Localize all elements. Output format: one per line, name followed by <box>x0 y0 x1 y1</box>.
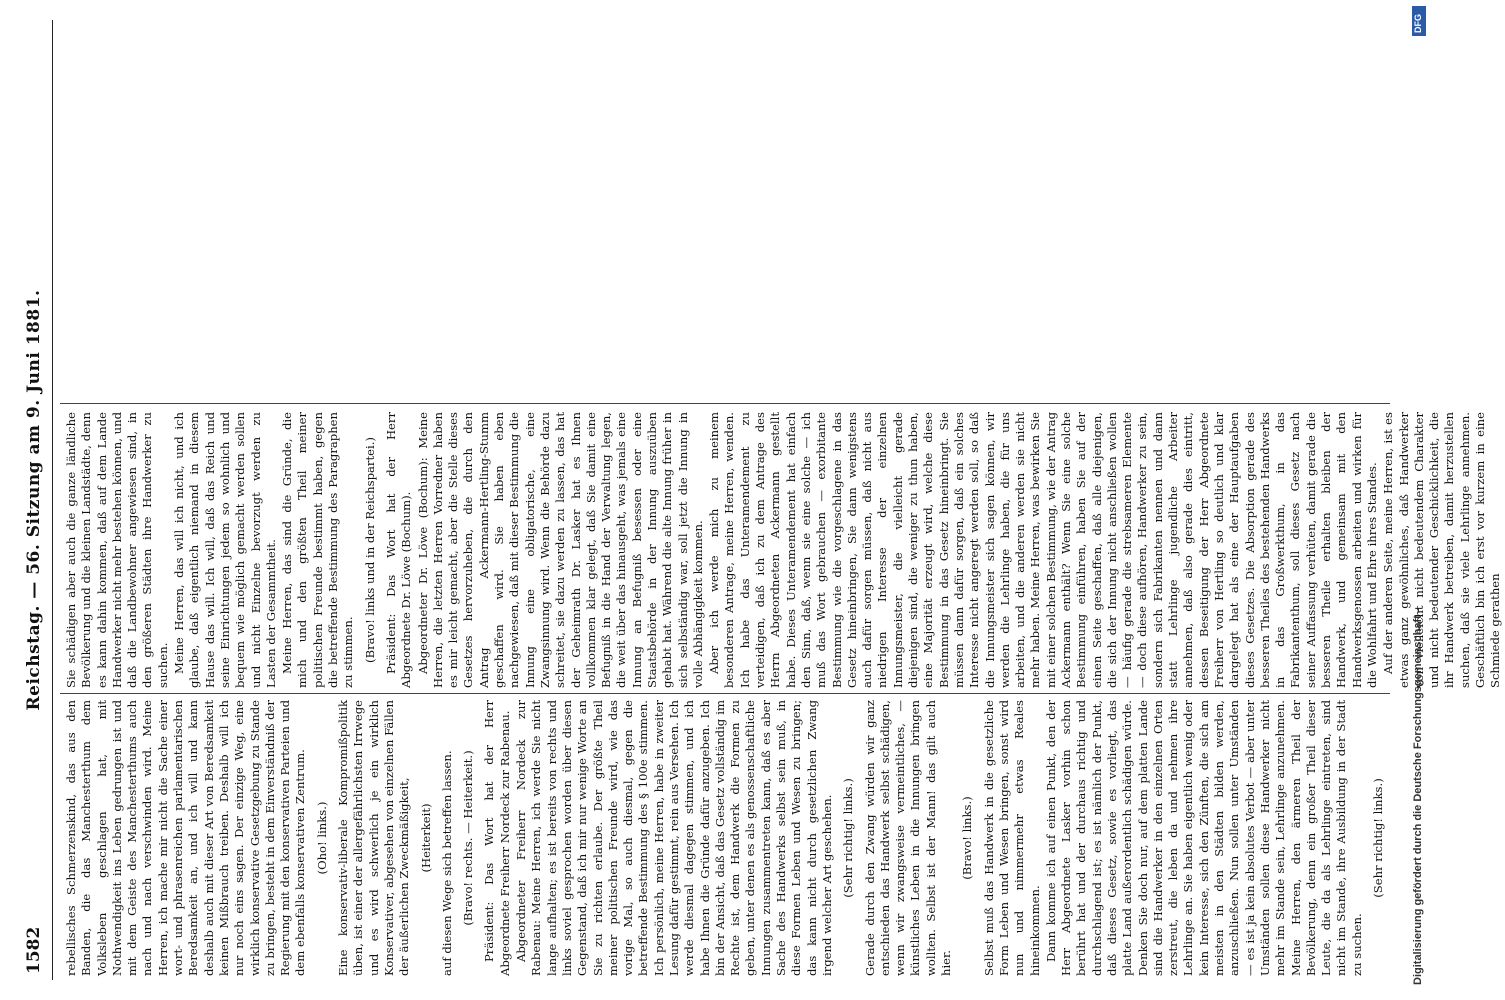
paragraph: Abgeordneter Dr. Löwe (Bochum): Meine Herren, die letzten Herren Vorredner haben es mir leicht gemacht, aber die Stelle dieses Gesetzes hervorzuheben, die durch den Antrag Ackermann-Hertling-Stumm geschaffen wird. Sie haben eben nachgewiesen, daß mit dieser Bestimmung die Innung eine obligatorische, eine Zwangsinnung wird. Wenn die Behörde dazu schreitet, sie dazu werden zu lassen, das hat der Geheimrath Dr. Lasker hat es Ihnen vollkommen klar gelegt, daß Sie damit eine Befugniß in die Hand der Verwaltung legen, die weit über das hinausgeht, was jemals eine Innung an Befugniß besessen oder eine Staatsbehörde in der Innung auszuüben gehabt hat. Während die alte Innung früher in sich selbständig war, soll jetzt die Innung in volle Abhängigkeit kommen. <box>415 412 705 688</box>
interjection: (Bravo! links und in der Reichspartei.) <box>362 437 377 663</box>
paragraph: Sie schädigen aber auch die ganze ländliche Bevölkerung und die kleinen Landstädte, denn es kann dahin kommen, daß auf dem Lande Handwerker nicht mehr bestehen können, und daß die Landbewohner angewiesen sind, in den größeren Städten ihre Handwerker zu suchen. <box>64 412 170 688</box>
interjection: (Sehr richtig! links.) <box>1371 778 1386 898</box>
column-divider <box>60 403 1390 404</box>
interjection: (Bravo! links.) <box>960 796 975 880</box>
speaker-paragraph: Präsident: Das Wort hat der Herr Abgeordnete Dr. Löwe (Bochum). <box>383 412 414 688</box>
paragraph: Dann komme ich auf einen Punkt, den der Herr Abgeordnete Lasker vorhin schon berührt hat und der durchaus richtig und durchschlagend ist; es ist nämlich der Punkt, daß dieses Gesetz, sowie es vorliegt, das platte Land außerordentlich schädigen würde. Denken Sie doch nur, auf dem platten Lande sind die Handwerker in den einzelnen Orten zerstreut, die leben da und nehmen ihre Lehrlinge an. Sie haben eigentlich wenig oder kein Interesse, sich den Zünften, die sich am meisten in den Städten bilden werden, anzuschließen. Nun sollen unter Umständen — es ist ja kein absolutes Verbot — aber unter Umständen sollen diese Handwerker nicht mehr im Stande sein, Lehrlinge anzunehmen. Meine Herren, den ärmeren Theil der Bevölkerung, denn ein großer Theil dieser Leute, die da als Lehrlinge eintreten, sind nicht im Stande, ihre Ausbildung in der Stadt zu suchen. <box>1043 700 1364 976</box>
paragraph: Auf der anderen Seite, meine Herren, ist es etwas ganz gewöhnliches, daß Handwerker von vielleicht nicht bedeutendem Charakter und nicht bedeutender Geschicklichkeit, die ihr Handwerk betreiben, damit herzustellen suchen, daß sie viele Lehrlinge annehmen. Geschäftlich bin ich erst vor kurzem in eine Schmiede gerathen <box>1381 412 1503 688</box>
page-number: 1582 <box>24 926 44 974</box>
paragraph: Meine Herren, das will ich nicht, und ich glaube, daß eigentlich niemand in diesem Hause das will. Ich will, daß das Reich und seine Einrichtungen jedem so wohnlich und bequem wie möglich gemacht werden sollen und nicht Einzelne bevorzugt werden zu Lasten der Gesammtheit. <box>172 412 278 688</box>
column-divider <box>60 693 1390 694</box>
paragraph: Aber ich werde mich zu meinem besonderen Antrage, meine Herren, wenden. Ich habe das Unteramendement zu verteidigen, daß ich zu dem Antrage des Herrn Abgeordneten Ackermann gestellt habe. Dieses Unteramendement hat einfach den Sinn, daß, wenn sie eine solche — ich muß das Wort gebrauchen — exorbitante Bestimmung wie die vorgeschlagene in das Gesetz hineinbringen, Sie dann wenigstens auch dafür sorgen müssen, daß nicht aus niedrigen Interesse der einzelnen Innungsmeister, die vielleicht gerade diejenigen sind, die weniger zu thun haben, eine Majorität erzeugt wird, welche diese Bestimmung in das Gesetz hineinbringt. Sie müssen dann dafür sorgen, daß ein solches Interesse nicht angeregt werden soll, so daß die Innungsmeister sich sagen können, wir werden die Lehrlinge haben, die für uns arbeiten, und die anderen werden sie nicht mehr haben. Meine Herren, was bewirken Sie mit einer solchen Bestimmung, wie der Antrag Ackermann enthält? Wenn Sie eine solche Bestimmung einführen, haben Sie auf der einen Seite geschaffen, daß alle diejenigen, die sich der Innung nicht anschließen wollen — häufig gerade die strebsameren Elemente — doch diese aufhören, Handwerker zu sein, sondern sich Fabrikanten nennen und dann statt Lehrlinge jugendliche Arbeiter annehmen, daß also gerade dies eintritt, dessen Beseitigung der Herr Abgeordnete Freiherr von Hertling so deutlich und klar dargelegt hat als eine der Hauptaufgaben dieses Gesetzes. Die Absorption gerade des besseren Theiles des bestehenden Handwerks in das Großwerkthum, in das Fabrikantenthum, soll dieses Gesetz nach seiner Auffassung verhüten, damit gerade die besseren Theile erhalten bleiben der Handwerk, und gemeinsam mit den Handwerksgenossen arbeiten und wirken für die Wohlfahrt und Ehre ihres Standes. <box>707 412 1379 688</box>
paragraph: auf diesen Wege sich betreffen lassen. <box>439 750 454 976</box>
interjection: (Sehr richtig! links.) <box>841 778 856 898</box>
paragraph: Selbst muß das Handwerk in die gesetzliche Form Leben und Wesen bringen, sonst wird nun und nimmermehr etwas Reales hineinkommen. <box>981 700 1042 976</box>
dfg-logo: DFG <box>1412 6 1426 36</box>
text-column-middle <box>64 412 1505 688</box>
paragraph: Gerade durch den Zwang würden wir ganz entschieden das Handwerk selbst schädigen, wenn wir zwangsweise vermeintliches, — künstliches Leben in die Innungen bringen wollten. Selbst ist der Mann! das gilt auch hier. <box>862 700 954 976</box>
speaker-paragraph: Präsident: Das Wort hat der Herr Abgeordnete Freiherr Nordeck zur Rabenau. <box>482 700 512 976</box>
text-column-left <box>64 700 1392 976</box>
paragraph: Abgeordneter Freiherr Nordeck zur Rabenau: Meine Herren, ich werde Sie nicht lange aufhalten; es ist bereits von rechts und links soviel gesprochen worden über diesen Gegenstand, daß ich mir nur wenige Worte an Sie zu richten erlaube. Der größte Theil meiner politischen Freunde wird, wie das vorige Mal, so auch diesmal, gegen die betreffende Bestimmung des § 100e stimmen. Ich persönlich, meine Herren, habe in zweiter Lesung dafür gestimmt, rein aus Versehen. Ich werde diesmal dagegen stimmen, und ich habe Ihnen die Gründe dafür anzugeben. Ich bin der Ansicht, daß das Gesetz vollständig im Rechte ist, dem Handwerk die Formen zu geben, unter denen es als genossenschaftliche Innungen zusammentreten kann, daß es aber Sache des Handwerks selbst sein muß, in diese Formen Leben und Wesen zu bringen; das kann nicht durch gesetzlichen Zwang irgend welcher Art geschehen. <box>514 700 834 976</box>
page-header <box>16 20 53 980</box>
interjection: (Oho! links.) <box>314 801 329 875</box>
interjection: (Heiterkeit) <box>418 803 433 873</box>
paragraph: rebellisches Schmerzenskind, das aus den Banden, die das Manchesterthum dem Volksleben geschlagen hat, mit Nothwendigkeit ins Leben gedrungen ist und mit dem Geiste des Manchesterthums auch nach und nach verschwinden wird. Meine Herren, ich mache mir nicht die Sache einer wort- und phrasenreichen parlamentarischen Beredsamkeit an, und ich will und kann deshalb auch mit dieser Art von Beredsamkeit keinen Mißbrauch treiben. Deshalb will ich nur noch eins sagen. Der einzige Weg, eine wirklich konservative Gesetzgebung zu Stande zu bringen, besteht in dem Einverständniß der Regierung mit den konservativen Parteien und dem ebenfalls konservativen Zentrum. <box>64 700 308 976</box>
sidebar <box>1398 0 1430 1000</box>
paragraph: Meine Herren, das sind die Gründe, die mich und den größten Theil meiner politischen Freunde bestimmt haben, gegen die betreffende Bestimmung des Paragraphen zu stimmen. <box>280 412 356 688</box>
interjection: (Bravo! rechts. — Heiterkeit.) <box>461 750 476 926</box>
paragraph: Eine konservativ-liberale Kompromißpolitik üben, ist einer der allergefährlichsten Irrwege und es wird schwerlich je ein wirklich Konservativer, abgesehen von einzelnen Fällen der äußerlichen Zweckmäßigkeit, <box>336 700 412 976</box>
page-title: Reichstag. — 56. Sitzung am 9. Juni 1881. <box>24 289 44 711</box>
funding-credit: Digitalisierung gefördert durch die Deutsche Forschungsgemeinschaft - <box>1412 608 1424 985</box>
